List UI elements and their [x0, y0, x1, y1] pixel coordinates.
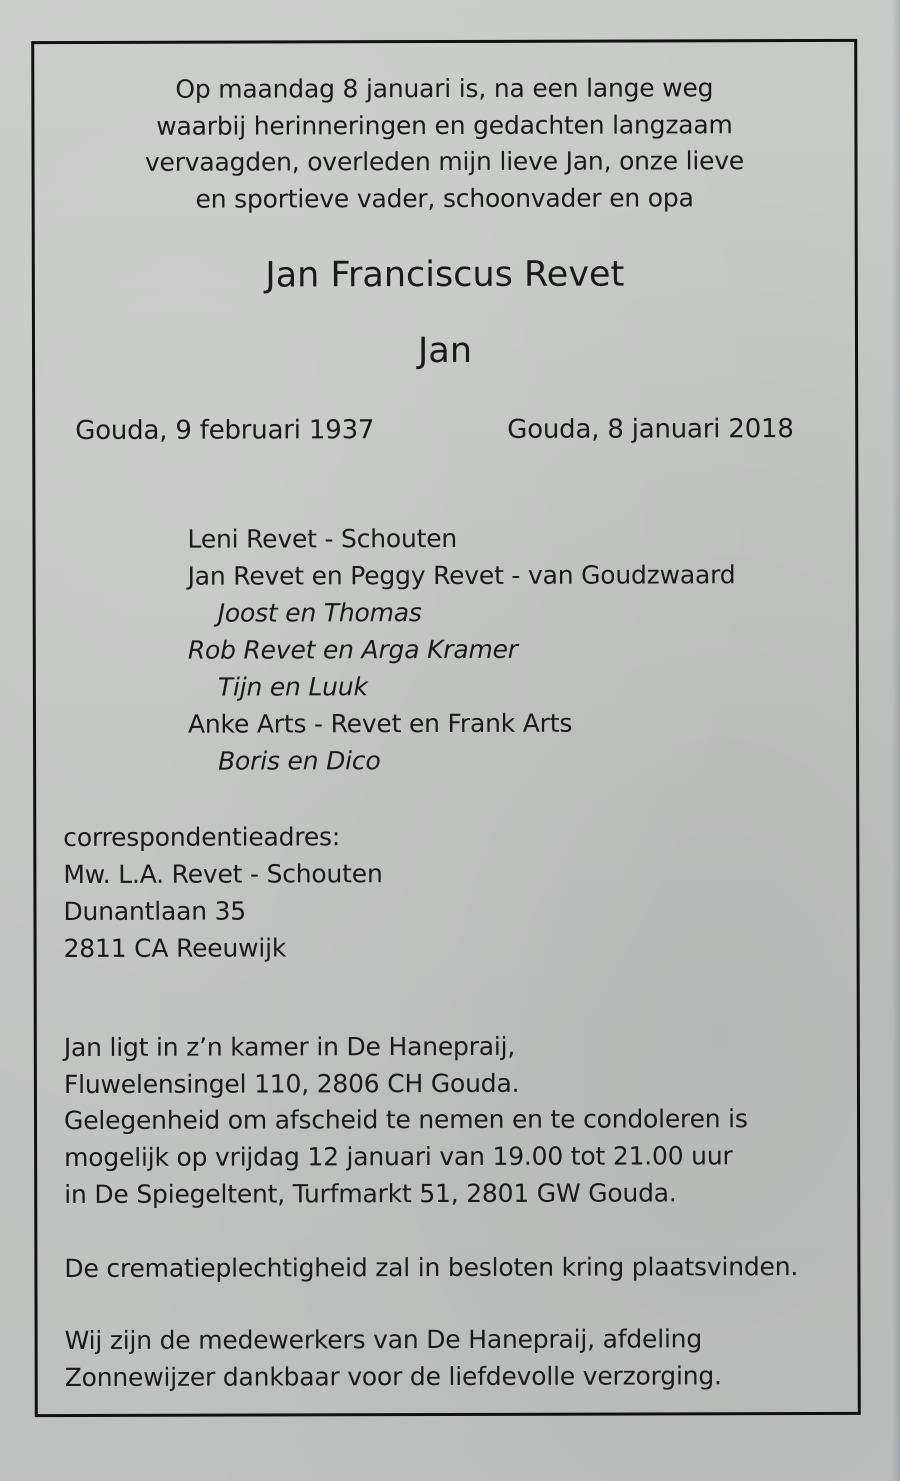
intro-line: Op maandag 8 januari is, na een lange weg: [175, 73, 714, 104]
correspondence-city: 2811 CA Reeuwijk: [63, 933, 287, 964]
visit-line: in De Spiegeltent, Turfmarkt 51, 2801 GW Gouda.: [64, 1178, 677, 1210]
correspondence-name: Mw. L.A. Revet - Schouten: [63, 859, 383, 890]
family-list: [187, 519, 735, 779]
correspondence-address: [63, 818, 383, 967]
intro-paragraph: [34, 70, 854, 218]
correspondence-street: Dunantlaan 35: [63, 896, 247, 927]
thanks-note: [65, 1320, 722, 1396]
room-line: Fluwelensingel 110, 2806 CH Gouda.: [63, 1068, 520, 1100]
page-edge: [892, 0, 900, 1481]
family-member: Anke Arts - Revet en Frank Arts: [187, 708, 573, 739]
condolence-info: [64, 1100, 748, 1213]
room-line: Jan ligt in z’n kamer in De Hanepraij,: [63, 1031, 516, 1063]
correspondence-label: correspondentieadres:: [63, 822, 341, 853]
cremation-info: De crematieplechtigheid zal in besloten kring plaatsvinden.: [64, 1252, 799, 1284]
death-place-date: Gouda, 8 januari 2018: [507, 414, 794, 445]
visit-line: Gelegenheid om afscheid te nemen en te condoleren is: [63, 1104, 748, 1136]
grandchildren: Tijn en Luuk: [217, 672, 368, 702]
intro-line: vervaagden, overleden mijn lieve Jan, onze lieve: [144, 146, 745, 177]
intro-line: waarbij herinneringen en gedachten langzaam: [156, 109, 733, 141]
family-member: Leni Revet - Schouten: [187, 523, 458, 554]
deceased-call-name: Jan: [417, 330, 473, 372]
intro-line: en sportieve vader, schoonvader en opa: [195, 182, 694, 214]
birth-place-date: Gouda, 9 februari 1937: [75, 415, 375, 446]
family-member: Jan Revet en Peggy Revet - van Goudzwaard: [187, 560, 736, 591]
grandchildren: Joost en Thomas: [217, 598, 422, 628]
family-member: Rob Revet en Arga Kramer: [187, 634, 518, 665]
grandchildren: Boris en Dico: [218, 746, 381, 776]
deceased-full-name: Jan Franciscus Revet: [265, 254, 625, 296]
lying-in-state: [64, 1028, 520, 1103]
funeral-notice: [31, 39, 861, 1417]
thanks-line: Wij zijn de medewerkers van De Hanepraij, afdeling: [64, 1324, 703, 1356]
thanks-line: Zonnewijzer dankbaar voor de liefdevolle verzorging.: [64, 1361, 722, 1393]
visit-line: mogelijk op vrijdag 12 januari van 19.00 tot 21.00 uur: [64, 1141, 733, 1173]
